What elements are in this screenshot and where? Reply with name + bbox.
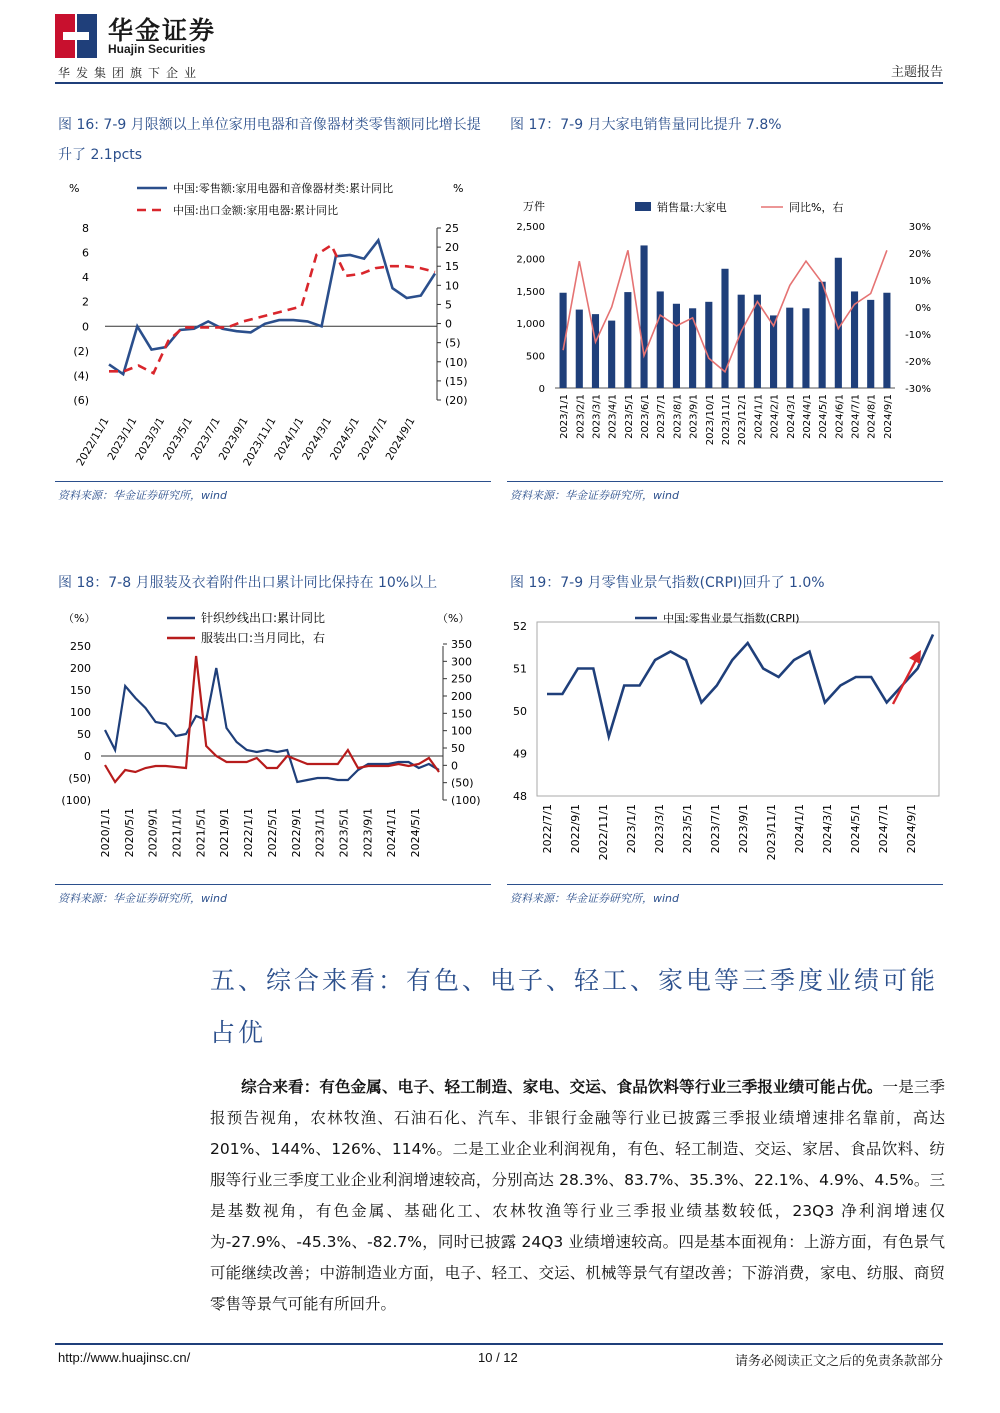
- x-tick-label: 2024/1/1: [793, 804, 806, 854]
- right-tick-label: (100): [451, 794, 481, 807]
- x-tick-label: 2023/5/1: [623, 394, 635, 439]
- right-tick-label: (10): [445, 355, 468, 369]
- right-tick-label: 10: [445, 279, 459, 293]
- x-tick-label: 2023/6/1: [640, 394, 652, 439]
- left-tick-label: 100: [70, 706, 91, 719]
- header-rule: [55, 82, 943, 84]
- bar: [608, 321, 615, 388]
- x-tick-label: 2023/1/1: [625, 804, 638, 854]
- section-paragraph: 一是三季报预告视角，农林牧渔、石油石化、汽车、非银行金融等行业已披露三季报业绩增速排名靠前，高达 201%、144%、126%、114%。二是工业企业利润视角，有色、轻工制造、交运、家居、食品饮料、纺服等行业三季度工业企业利润增速较高，分别高达 28.3%、83.7%、35.3%、22.1%、4.9%、4.5%。三是基数视角，有色金属、基础化工、农林牧渔等行业三季报业绩基数较低，23Q3 净利润增速仅为-27.9%、-45.3%、-82.7%，同时已披露 24Q3 业绩增速较高。四是基本面视角：上游方面，有色景气可能继续改善；中游制造业方面，电子、轻工、交运、机械等景气有望改善；下游消费，家电、纺服、商贸零售等景气可能有所回升。: [210, 1078, 945, 1313]
- left-tick-label: 2: [82, 295, 89, 309]
- company-logo: [55, 14, 97, 58]
- x-tick-label: 2023/1/1: [313, 808, 327, 858]
- x-tick-label: 2023/5/1: [681, 804, 694, 854]
- x-tick-label: 2024/3/1: [821, 804, 834, 854]
- legend-label: 中国:零售额:家用电器和音像器材类:累计同比: [173, 182, 394, 195]
- figure-19-title: 图 19：7-9 月零售业景气指数(CRPI)回升了 1.0%: [510, 575, 825, 591]
- right-tick-label: 20: [445, 241, 459, 255]
- page-number: 10 / 12: [478, 1350, 518, 1365]
- x-tick-label: 2024/3/1: [300, 415, 335, 463]
- right-tick-label: 15: [445, 260, 459, 274]
- right-tick-label: 0: [451, 759, 458, 773]
- x-tick-label: 2024/4/1: [801, 394, 813, 439]
- x-tick-label: 2023/9/1: [688, 394, 700, 439]
- bar: [705, 302, 712, 388]
- right-tick-label: 300: [451, 655, 472, 669]
- x-tick-label: 2024/9/1: [383, 415, 418, 463]
- right-tick-label: 50: [451, 742, 465, 755]
- bar: [883, 293, 890, 388]
- x-tick-label: 2024/1/1: [753, 394, 765, 439]
- bar: [867, 300, 874, 388]
- brand-subtitle: 华发集团旗下企业: [58, 66, 203, 80]
- bar: [657, 291, 664, 388]
- x-tick-label: 2023/10/1: [704, 394, 716, 446]
- x-tick-label: 2024/5/1: [849, 804, 862, 854]
- x-tick-label: 2023/2/1: [575, 394, 587, 439]
- figure-17-title: 图 17：7-9 月大家电销售量同比提升 7.8%: [510, 117, 782, 133]
- x-tick-label: 2024/3/1: [785, 394, 797, 439]
- x-tick-label: 2022/9/1: [289, 808, 303, 858]
- brand-name-cn: 华金证券: [108, 16, 217, 45]
- x-tick-label: 2024/9/1: [882, 394, 894, 439]
- x-tick-label: 2023/3/1: [133, 415, 168, 463]
- x-tick-label: 2024/2/1: [769, 394, 781, 439]
- left-tick-label: (50): [68, 772, 91, 785]
- x-tick-label: 2023/9/1: [216, 415, 251, 463]
- left-tick-label: 4: [82, 271, 89, 285]
- left-tick-label: (100): [61, 794, 91, 807]
- x-tick-label: 2022/5/1: [265, 808, 279, 858]
- bar: [802, 308, 809, 388]
- figure-19-source: 资料来源：华金证券研究所，wind: [510, 892, 680, 905]
- left-tick-label: (4): [73, 369, 89, 383]
- section-body: [210, 1072, 945, 1320]
- crpi-line: [547, 635, 933, 737]
- x-tick-label: 2024/7/1: [877, 804, 890, 854]
- x-tick-label: 2022/11/1: [597, 804, 610, 861]
- right-tick-label: 10%: [908, 276, 931, 287]
- x-tick-label: 2024/5/1: [327, 415, 362, 463]
- bar: [624, 292, 631, 388]
- x-tick-label: 2024/8/1: [866, 394, 878, 439]
- x-tick-label: 2023/11/1: [721, 394, 732, 446]
- left-tick-label: 0: [538, 384, 545, 395]
- right-tick-label: -20%: [905, 357, 931, 368]
- footer-url-link[interactable]: http://www.huajinsc.cn/: [58, 1350, 191, 1365]
- right-tick-label: 200: [451, 690, 472, 703]
- legend-label: 销售量:大家电: [657, 201, 727, 214]
- figure-16-chart: [55, 170, 491, 482]
- bar: [819, 282, 826, 388]
- report-type: 主题报告: [890, 65, 943, 80]
- bar: [689, 308, 696, 388]
- left-tick-label: 500: [525, 351, 545, 363]
- x-tick-label: 2023/1/1: [105, 415, 140, 463]
- x-tick-label: 2023/7/1: [656, 394, 668, 439]
- y-tick-label: 52: [513, 620, 527, 633]
- x-tick-label: 2023/5/1: [161, 415, 196, 463]
- bar: [576, 310, 583, 388]
- y-tick-label: 50: [513, 705, 527, 718]
- bar: [851, 291, 858, 388]
- right-tick-label: 20%: [908, 249, 931, 260]
- legend-label: 针织纱线出口:累计同比: [201, 611, 326, 625]
- bar: [786, 308, 793, 388]
- plot-frame: [537, 622, 939, 796]
- y-tick-label: 49: [513, 747, 527, 761]
- bar: [673, 304, 680, 388]
- x-tick-label: 2020/5/1: [122, 808, 136, 858]
- brand-name-en: Huajin Securities: [108, 42, 206, 56]
- left-tick-label: (2): [73, 344, 89, 358]
- x-tick-label: 2023/11/1: [765, 804, 778, 861]
- left-tick-label: 200: [70, 662, 91, 675]
- right-tick-label: (20): [445, 394, 468, 407]
- figure-18-chart: [55, 600, 491, 885]
- left-tick-label: 1,500: [516, 286, 545, 298]
- series-line-0: [109, 240, 435, 374]
- x-tick-label: 2024/1/1: [385, 808, 399, 858]
- figure-17-source: 资料来源：华金证券研究所，wind: [510, 489, 680, 502]
- x-tick-label: 2024/5/1: [818, 394, 830, 439]
- footer-disclaimer: 请务必阅读正文之后的免责条款部分: [734, 1354, 943, 1369]
- left-tick-label: 1,000: [516, 319, 545, 331]
- x-tick-label: 2023/9/1: [361, 808, 375, 858]
- left-tick-label: 250: [70, 640, 91, 653]
- x-tick-label: 2022/11/1: [74, 415, 112, 469]
- bar: [592, 314, 599, 388]
- x-tick-label: 2024/6/1: [834, 394, 846, 439]
- figure-19-chart: [507, 600, 943, 885]
- x-tick-label: 2023/3/1: [653, 804, 666, 854]
- left-tick-label: 150: [70, 684, 91, 697]
- section-lead: 综合来看：有色金属、电子、轻工制造、家电、交运、食品饮料等行业三季报业绩可能占优。: [241, 1078, 883, 1096]
- right-tick-label: (5): [445, 336, 461, 350]
- left-axis-unit: %: [69, 182, 80, 195]
- x-tick-label: 2021/9/1: [218, 808, 232, 858]
- figure-17-chart: [507, 170, 943, 482]
- y-tick-label: 51: [513, 662, 527, 676]
- bar: [754, 295, 761, 388]
- bar: [640, 245, 647, 388]
- x-tick-label: 2020/9/1: [146, 808, 160, 858]
- left-tick-label: 2,000: [516, 254, 545, 266]
- figure-16-source: 资料来源：华金证券研究所，wind: [58, 489, 228, 502]
- right-tick-label: (15): [445, 374, 468, 388]
- right-axis-unit: （%）: [437, 612, 470, 625]
- left-tick-label: 6: [82, 246, 89, 260]
- x-tick-label: 2021/5/1: [194, 808, 208, 858]
- x-tick-label: 2022/1/1: [242, 808, 256, 858]
- y-tick-label: 48: [513, 790, 527, 803]
- x-tick-label: 2024/7/1: [850, 394, 862, 439]
- right-tick-label: -10%: [905, 330, 931, 341]
- right-tick-label: 0%: [915, 303, 931, 314]
- x-tick-label: 2023/11/1: [241, 415, 279, 469]
- right-tick-label: 100: [451, 724, 472, 738]
- x-tick-label: 2024/1/1: [272, 415, 307, 463]
- left-tick-label: 0: [82, 320, 89, 334]
- legend-label: 同比%，右: [789, 201, 844, 214]
- left-axis-unit: （%）: [63, 612, 96, 625]
- x-tick-label: 2023/4/1: [607, 394, 619, 439]
- figure-16-title: 图 16: 7-9 月限额以上单位家用电器和音像器材类零售额同比增长提升了 2.1pcts: [58, 117, 481, 163]
- left-tick-label: 2,500: [516, 222, 545, 233]
- right-tick-label: 30%: [908, 222, 931, 233]
- left-tick-label: (6): [73, 394, 89, 407]
- trend-arrow-shaft: [893, 658, 917, 704]
- x-tick-label: 2021/1/1: [170, 808, 184, 858]
- x-tick-label: 2023/12/1: [737, 394, 749, 446]
- left-tick-label: 8: [82, 222, 89, 235]
- footer-rule: [55, 1343, 943, 1345]
- x-tick-label: 2023/1/1: [559, 394, 571, 439]
- x-tick-label: 2024/9/1: [905, 804, 918, 854]
- x-tick-label: 2023/7/1: [188, 415, 223, 463]
- x-tick-label: 2020/1/1: [99, 808, 112, 858]
- right-tick-label: 25: [445, 222, 459, 235]
- figure-18-title: 图 18：7-8 月服装及衣着附件出口累计同比保持在 10%以上: [58, 575, 438, 591]
- legend-label: 服装出口:当月同比，右: [201, 631, 326, 645]
- left-tick-label: 50: [77, 728, 91, 741]
- right-tick-label: 0: [445, 317, 452, 331]
- x-tick-label: 2022/9/1: [569, 804, 582, 854]
- x-tick-label: 2023/8/1: [672, 394, 684, 439]
- figure-18-source: 资料来源：华金证券研究所，wind: [58, 892, 228, 905]
- x-tick-label: 2023/3/1: [591, 394, 603, 439]
- left-tick-label: 0: [84, 750, 91, 763]
- x-tick-label: 2023/7/1: [709, 804, 722, 854]
- right-tick-label: 350: [451, 638, 472, 651]
- left-axis-unit: 万件: [523, 200, 545, 213]
- right-tick-label: 150: [451, 707, 472, 721]
- bar: [738, 295, 745, 388]
- legend-label: 中国:零售业景气指数(CRPI): [663, 612, 800, 625]
- right-tick-label: -30%: [905, 384, 931, 395]
- right-axis-unit: %: [453, 182, 464, 195]
- x-tick-label: 2024/7/1: [355, 415, 390, 463]
- x-tick-label: 2022/7/1: [541, 804, 554, 854]
- legend-swatch: [635, 202, 651, 211]
- right-tick-label: 250: [451, 672, 472, 686]
- x-tick-label: 2023/9/1: [737, 804, 750, 854]
- right-tick-label: (50): [451, 776, 474, 790]
- x-tick-label: 2024/5/1: [409, 808, 422, 858]
- right-tick-label: 5: [445, 298, 452, 312]
- legend-label: 中国:出口金额:家用电器:累计同比: [173, 204, 339, 217]
- x-tick-label: 2023/5/1: [337, 808, 351, 858]
- section-title: 五、综合来看：有色、电子、轻工、家电等三季度业绩可能占优: [210, 966, 939, 1047]
